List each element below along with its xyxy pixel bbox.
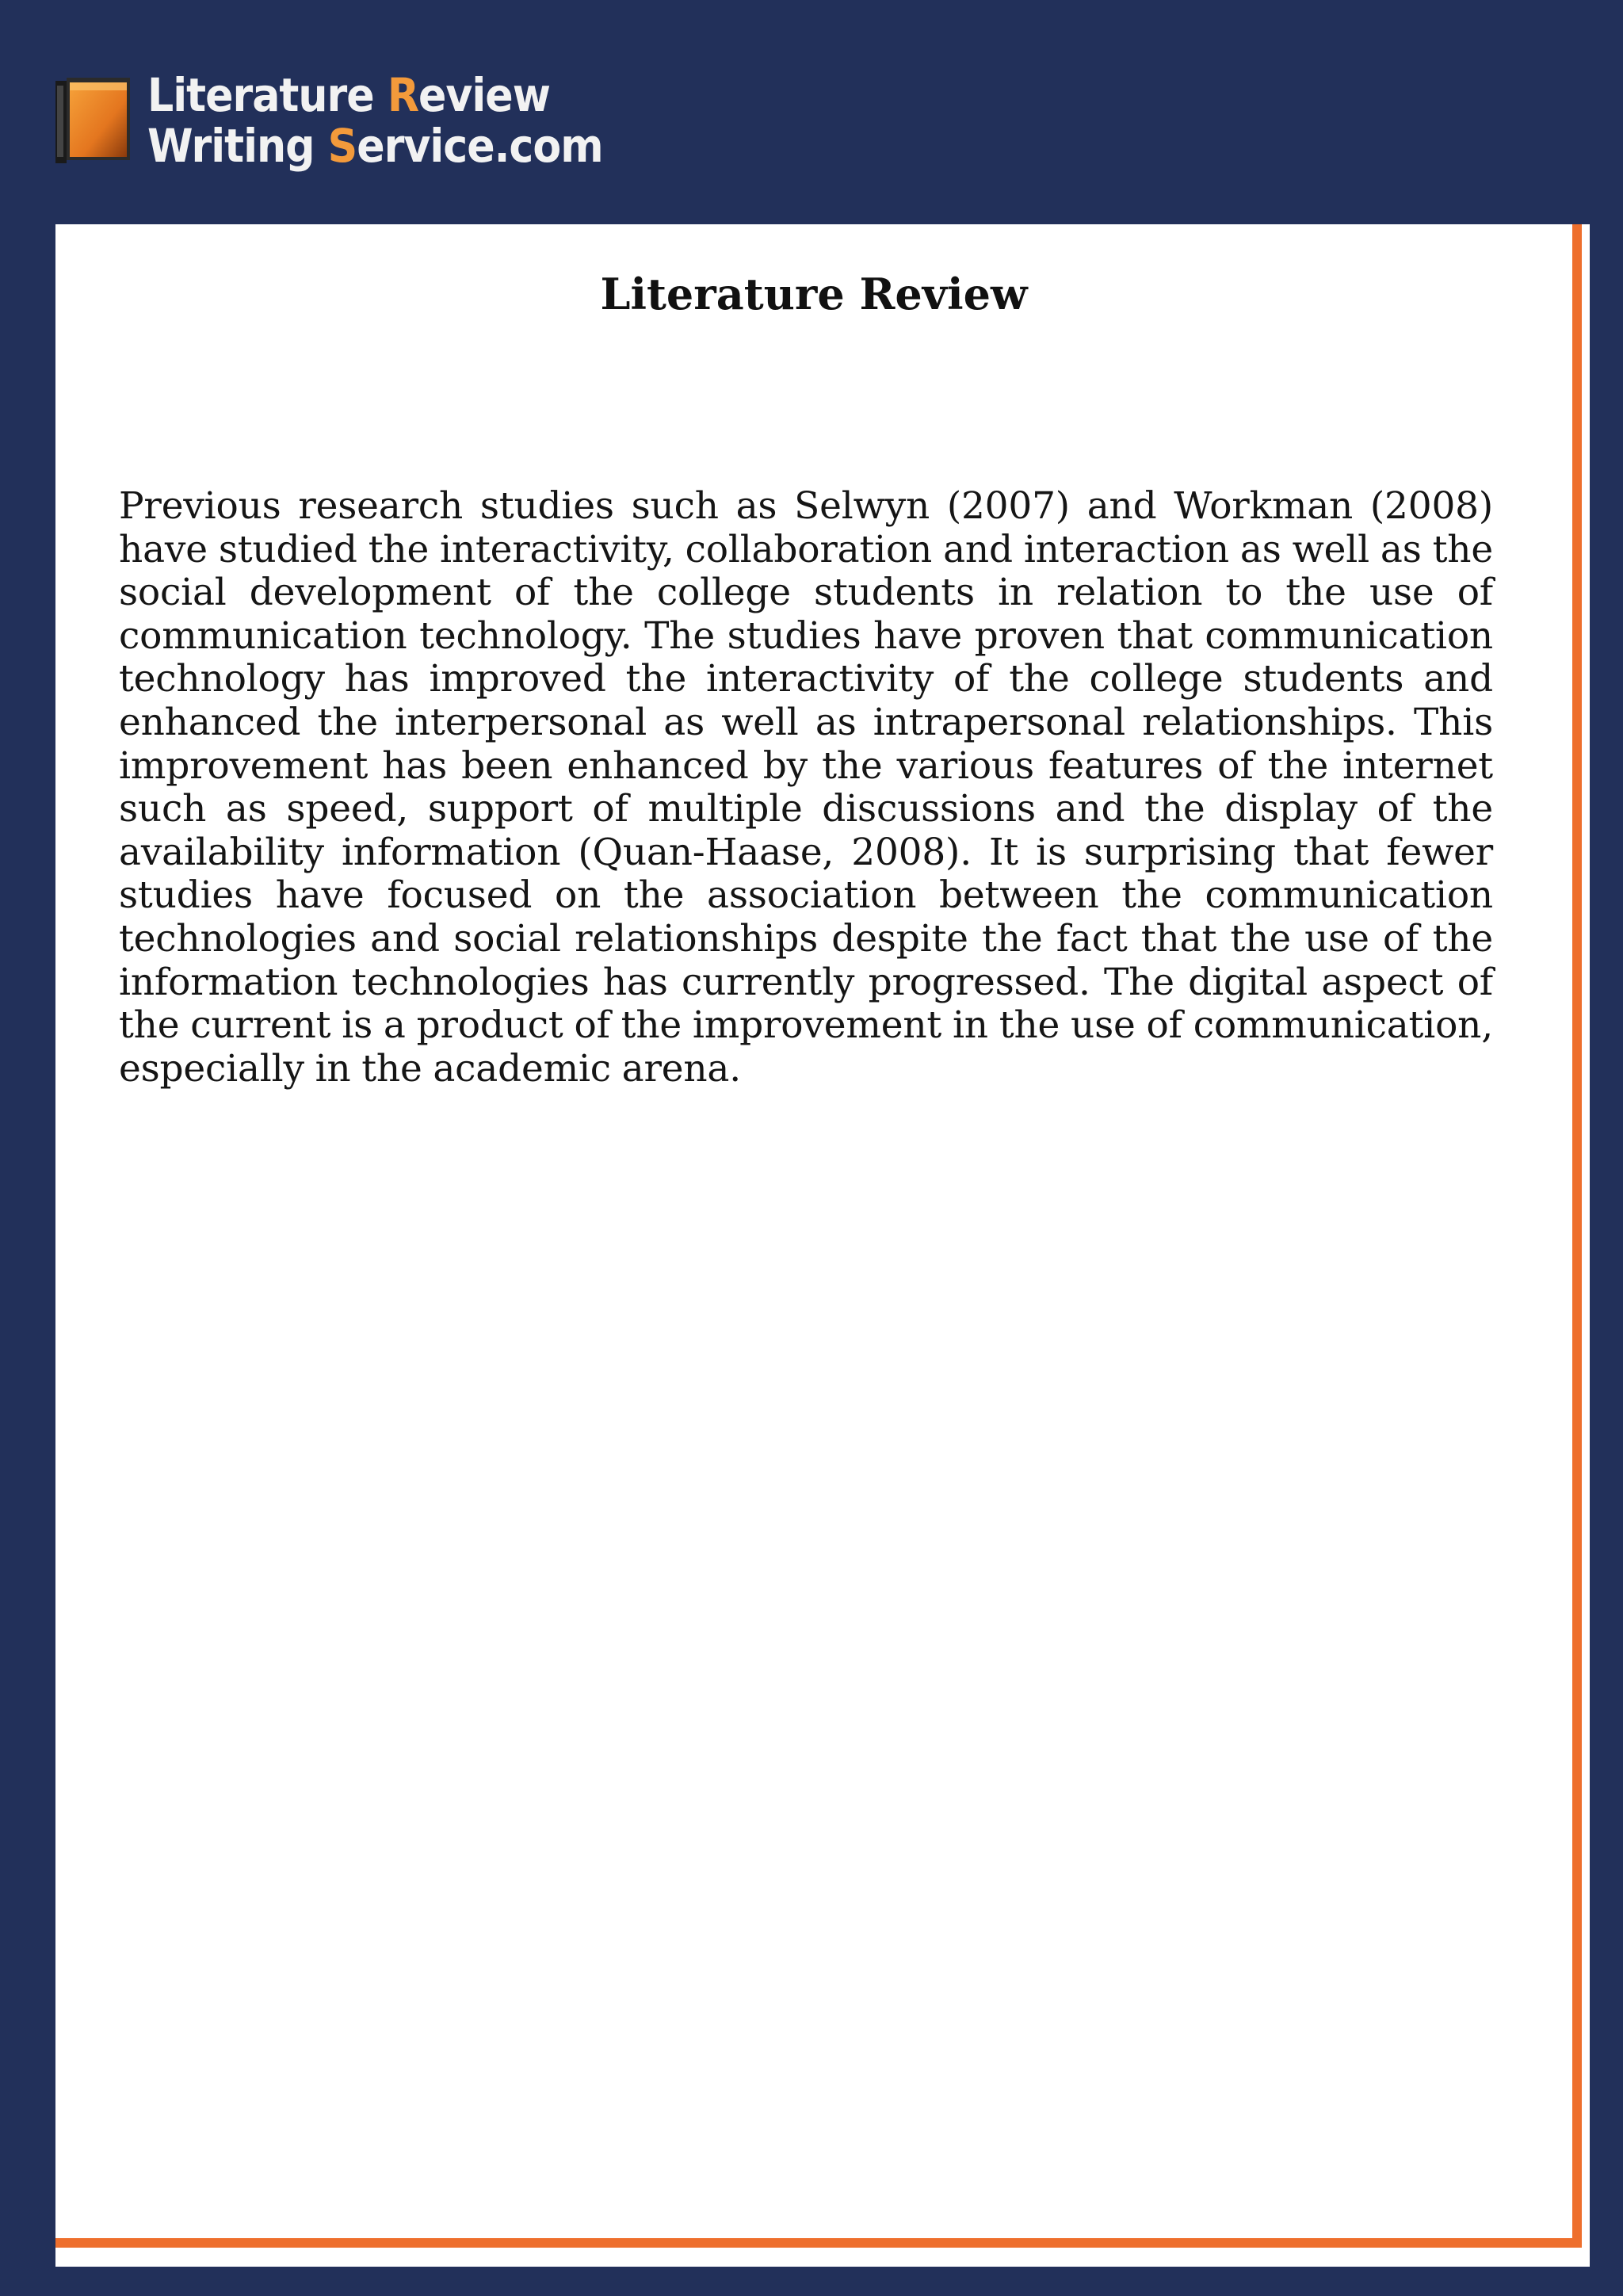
bottom-accent-line <box>55 2238 1582 2248</box>
right-border <box>1590 0 1623 2296</box>
logo-accent-letter: R <box>387 68 419 122</box>
right-accent-line <box>1572 224 1582 2248</box>
logo-word: ervice.com <box>357 119 603 173</box>
logo-accent-letter: S <box>327 119 357 173</box>
logo-word: Writing <box>147 119 328 173</box>
logo-word: Literature <box>147 68 388 122</box>
book-icon <box>55 78 133 163</box>
left-border <box>0 0 55 2296</box>
logo-text <box>147 70 603 171</box>
logo-line-2 <box>147 120 603 171</box>
bottom-border <box>0 2267 1623 2296</box>
site-logo[interactable] <box>55 68 603 173</box>
logo-word: eview <box>418 68 550 122</box>
logo-line-1 <box>147 70 603 120</box>
body-paragraph: Previous research studies such as Selwyn (2007) and Workman (2008) have studied the interactivity, collaboration and interaction as well as the social development of the college students in relation to the use of communication technology. The studies have proven that communication technology has improved the interactivity of the college students and enhanced the interpersonal as well as intrapersonal relationships. This improvement has been enhanced by the various features of the internet such as speed, support of multiple discussions and the display of the availability information (Quan-Haase, 2008). It is surprising that fewer studies have focused on the association between the communication technologies and social relationships despite the fact that the use of the information technologies has currently progressed. The digital aspect of the current is a product of the improvement in the use of communication, especially in the academic arena. <box>119 484 1493 1091</box>
page-title: Literature Review <box>600 269 1028 319</box>
